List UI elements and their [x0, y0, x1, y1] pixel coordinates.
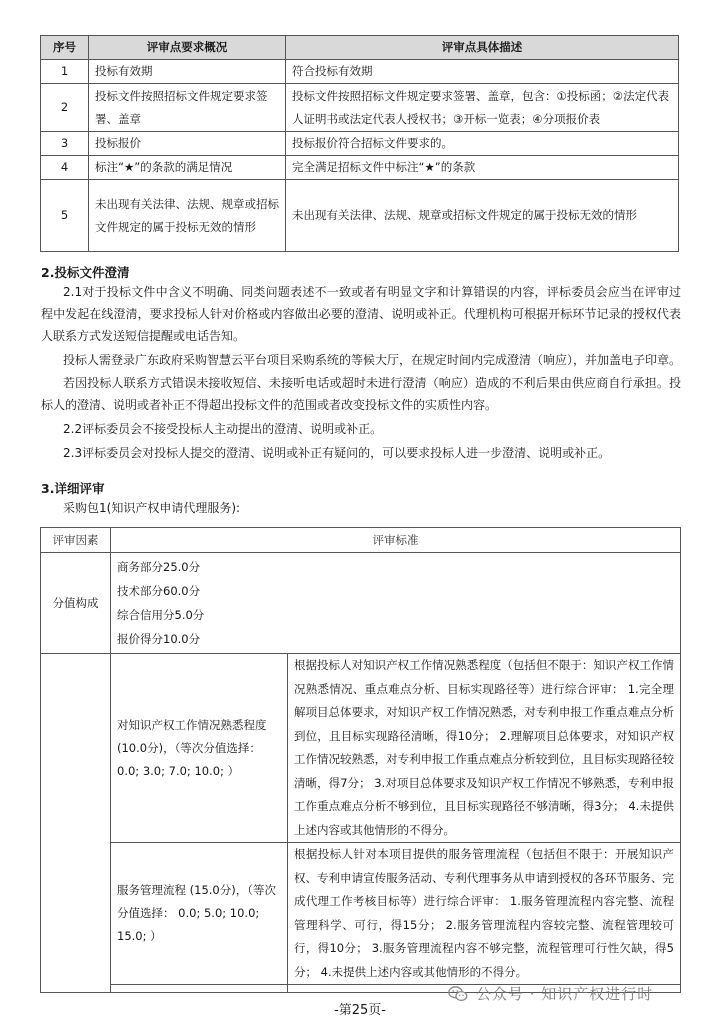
header-standard: 评审标准 — [111, 528, 681, 553]
criterion-description: 根据投标人对知识产权工作情况熟悉程度（包括但不限于：知识产权工作情况熟悉情况、重点难点分析、目标实现路径等）进行综合评审： 1.完全理解项目总体要求，对知识产权工作情况熟悉，对专利申报工作重点难点分析到位，且目标实现路径清晰，得10分； 2.理解项目总体要求，对知识产权工作情况较熟悉，对专利申报工作重点难点分析较到位，且目标实现路径较清晰，得7分； 3.对项目总体要求及知识产权工作情况不够熟悉，专利申报工作重点难点分析不够到位，且目标实现路径不够清晰，得3分； 4.未提供上述内容或其他情形的不得分。 — [288, 654, 681, 843]
score-composition-row — [41, 553, 681, 654]
table-row — [41, 84, 679, 132]
header-description: 评审点具体描述 — [286, 36, 679, 60]
row-description: 符合投标有效期 — [286, 60, 679, 84]
row-description: 投标报价符合招标文件要求的。 — [286, 132, 679, 156]
row-no: 4 — [41, 156, 89, 180]
technical-factor-cell — [41, 654, 111, 993]
criterion-name: 对知识产权工作情况熟悉程度 (10.0分)，（等次分值选择： 0.0; 3.0; 7.0; 10.0; ） — [111, 654, 288, 843]
section-heading-detailed-review: 3.详细评审 — [41, 481, 105, 496]
table-row — [41, 60, 679, 84]
table-row — [41, 132, 679, 156]
package-label: 采购包1(知识产权申请代理服务): — [63, 501, 241, 515]
paragraph: 若因投标人联系方式错误未接收短信、未接听电话或超时未进行澄清（响应）造成的不利后果由供应商自行承担。投标人的澄清、说明或者补正不得超出投标文件的范围或者改变投标文件的实质性内容。 — [41, 376, 681, 412]
row-no: 1 — [41, 60, 89, 84]
row-no: 3 — [41, 132, 89, 156]
watermark-text: 公众号 · 知识产权进行时 — [476, 985, 654, 1003]
header-requirement: 评审点要求概况 — [89, 36, 286, 60]
table-header-row — [41, 36, 679, 60]
table-row — [41, 843, 681, 985]
criterion-description: 根据投标人针对本项目提供的服务管理流程（包括但不限于：开展知识产权、专利申请宣传服务活动、专利代理事务从申请到授权的各环节服务、完成代理工作考核目标等）进行综合评审： 1.服务管理流程内容完整、流程管理科学、可行，得15分； 2.服务管理流程内容较完整、流程管理较可行，得10分； 3.服务管理流程内容不够完整，流程管理可行性欠缺，得5分； 4.未提供上述内容或其他情形的不得分。 — [288, 843, 681, 985]
row-requirement: 投标文件按照招标文件规定要求签署、盖章 — [89, 84, 286, 132]
page-number: -第25页- — [334, 1003, 386, 1018]
score-factor-label: 分值构成 — [41, 553, 111, 654]
paragraph: 2.3评标委员会对投标人提交的澄清、说明或补正有疑问的，可以要求投标人进一步澄清、说明或补正。 — [63, 446, 611, 460]
score-list — [111, 553, 681, 654]
row-no: 2 — [41, 84, 89, 132]
row-requirement: 未出现有关法律、法规、规章或招标文件规定的属于投标无效的情形 — [89, 180, 286, 252]
section-heading-clarification: 2.投标文件澄清 — [41, 265, 130, 280]
score-item: 综合信用分5.0分 — [117, 608, 205, 622]
header-no: 序号 — [41, 36, 89, 60]
row-description: 未出现有关法律、法规、规章或招标文件规定的属于投标无效的情形 — [286, 180, 679, 252]
paragraph: 2.1对于投标文件中含义不明确、同类问题表述不一致或者有明显文字和计算错误的内容，评标委员会应当在评审过程中发起在线澄清，要求投标人针对价格或内容做出必要的澄清、说明或补正。代理机构可根据开标环节记录的授权代表人联系方式发送短信提醒或电话告知。 — [41, 285, 681, 343]
table-row — [41, 654, 681, 843]
compliance-review-table — [40, 35, 679, 252]
score-item: 报价得分10.0分 — [117, 632, 201, 646]
row-description: 完全满足招标文件中标注“★”的条款 — [286, 156, 679, 180]
paragraph: 2.2评标委员会不接受投标人主动提出的澄清、说明或补正。 — [63, 422, 383, 436]
table-row — [41, 180, 679, 252]
row-description: 投标文件按照招标文件规定要求签署、盖章，包含：①投标函；②法定代表人证明书或法定代表人授权书；③开标一览表；④分项报价表 — [286, 84, 679, 132]
row-requirement: 投标有效期 — [89, 60, 286, 84]
table-row — [41, 156, 679, 180]
table-header-row — [41, 528, 681, 553]
criterion-name: 服务管理流程 (15.0分)，（等次分值选择： 0.0; 5.0; 10.0; 15.0; ） — [111, 843, 288, 985]
row-no: 5 — [41, 180, 89, 252]
empty-cell — [111, 985, 288, 993]
row-requirement: 标注“★”的条款的满足情况 — [89, 156, 286, 180]
score-item: 商务部分25.0分 — [117, 560, 201, 574]
detailed-scoring-table — [40, 527, 681, 993]
row-requirement: 投标报价 — [89, 132, 286, 156]
header-factor: 评审因素 — [41, 528, 111, 553]
paragraph: 投标人需登录广东政府采购智慧云平台项目采购系统的等候大厅，在规定时间内完成澄清（响应），并加盖电子印章。 — [63, 353, 682, 367]
score-item: 技术部分60.0分 — [117, 584, 201, 598]
